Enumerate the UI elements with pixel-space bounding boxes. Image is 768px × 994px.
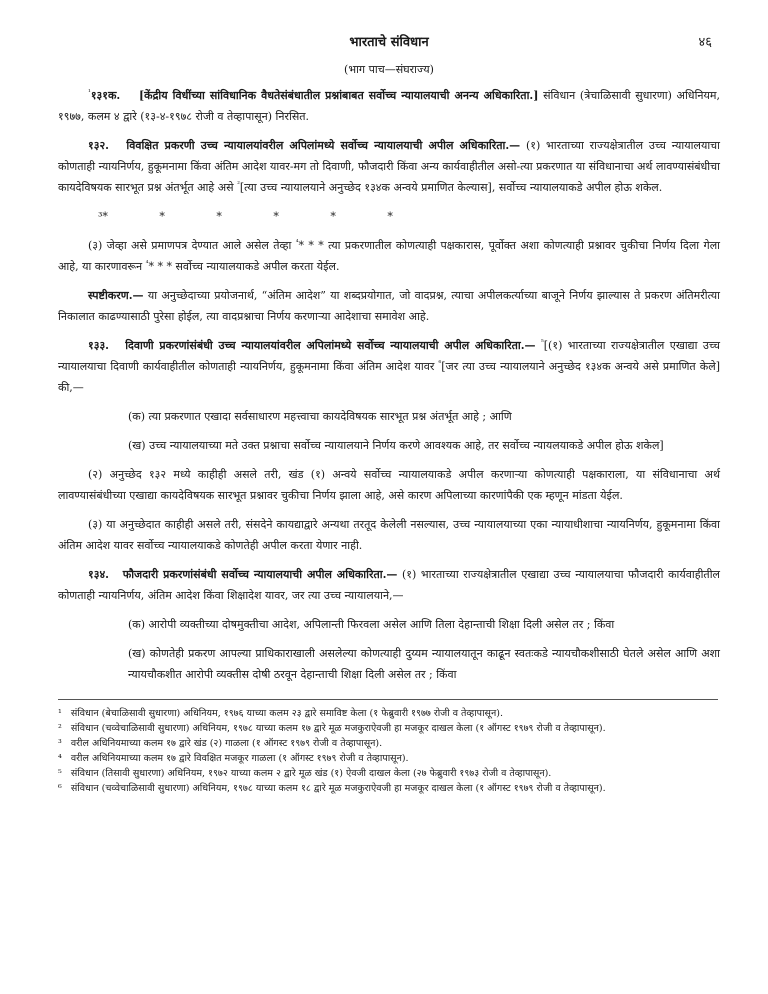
clause-1-cont: [त्या उच्च न्यायालयाने अनुच्छेद १३४क अन्वये प्रमाणित केल्यास], सर्वोच्च न्यायालयाकडे अपील होऊ शकेल. [239,181,663,194]
article-heading: फौजदारी प्रकरणांसंबंधी सर्वोच्च न्यायालयाची अपील अधिकारिता.— [122,568,398,581]
footnote-5: ⁵ संविधान (तिसावी सुधारणा) अधिनियम, १९७२ याच्या कलम २ द्वारे मूळ खंड (१) ऐवजी दाखल केला (२७ फेब्रुवारी १९७३ रोजी व तेव्हापासून). [58,768,552,779]
article-133: १३३. दिवाणी प्रकरणांसंबंधी उच्च न्यायालयांवरील अपिलांमध्ये सर्वोच्च न्यायालयाची अपील अधिकारिता.— $^{^5}$[(१) भारताच्या राज्यक्षेत्रातील एखाद्या उच्च न्यायालयाचा दिवाणी कार्यवाहीतील कोणताही न्यायनिर्णय, हुकूमनामा किंवा अंतिम आदेश यावर $^{^6}$[जर त्या उच्च न्यायालयाने अनुच्छेद १३४क अन्वये असे प्रमाणित केले] की,— [58,338,721,394]
part-subtitle: (भाग पाच—संघराज्य) [344,63,434,76]
footnote-3: ³ वरील अधिनियमाच्या कलम १७ द्वारे खंड (२) गाळला (१ ऑगस्ट १९७९ रोजी व तेव्हापासून). [58,738,383,749]
article-heading: [केंद्रीय विधींच्या सांविधानिक वैधतेसंबंधातील प्रश्नांबाबत सर्वोच्च न्यायालयाची अनन्य अधिकारिता.] [138,89,539,102]
page-number: ४६ [698,35,712,50]
article-text: संविधान (त्रेचाळिसावी सुधारणा) अधिनियम, १९७७, कलम ४ द्वारे (१३-४-१९७८ रोजी व तेव्हापासून) निरसित. [58,89,720,123]
sub-clause-kha: (ख) उच्च न्यायालयाच्या मते उक्त प्रश्नाचा सर्वोच्च न्यायालयाने निर्णय करणे आवश्यक आहे, तर सर्वोच्च न्यायलयाकडे अपील होऊ शकेल] [128,439,664,452]
footnote-6: ⁶ संविधान (चव्वेचाळिसावी सुधारणा) अधिनियम, १९७८ याच्या कलम १८ द्वारे मूळ मजकुराऐवजी हा मजकूर दाखल केला (१ ऑगस्ट १९७९ रोजी व तेव्हापासून). [58,783,606,794]
sub-clause-ka: (क) त्या प्रकरणात एखादा सर्वसाधारण महत्त्वाचा कायदेविषयक सारभूत प्रश्न अंतर्भूत आहे ; आणि [128,410,512,423]
sub-clause-ka: (क) आरोपी व्यक्तीच्या दोषमुक्तीचा आदेश, अपिलान्ती फिरवला असेल आणि तिला देहान्ताची शिक्षा दिली असेल तर ; किंवा [128,618,615,631]
article-heading: विवक्षित प्रकरणी उच्च न्यायालयांवरील अपिलांमध्ये सर्वोच्च न्यायालयाची अपील अधिकारिता.— [126,139,521,152]
footnote-4: ⁴ वरील अधिनियमाच्या कलम १७ द्वारे विवक्षित मजकूर गाळला (१ ऑगस्ट १९७९ रोजी व तेव्हापासून). [58,753,409,764]
article-number: १३४. [88,568,109,581]
clause-1: (१) भारताच्या राज्यक्षेत्रातील उच्च न्यायालयाचा कोणताही न्यायनिर्णय, हुकूमनामा किंवा अंतिम आदेश यावर-मग तो दिवाणी, फौजदारी किंवा अन्य कार्यवाहीतील असो-त्या प्रकरणात या संविधानाचा अर्थ लावण्यासंबंधीचा कायदेविषयक सारभूत प्रश्न अंतर्भूत आहे असे [58,139,721,194]
article-number: १३३. [88,339,109,352]
explanation: स्पष्टीकरण.— या अनुच्छेदाच्या प्रयोजनार्थ, “अंतिम आदेश” या शब्दप्रयोगात, जो वादप्रश्न, त्याचा अपीलकर्त्याच्या बाजूने निर्णय झाल्यास ते प्रकरण अंतिमरीत्या निकालात काढण्यासाठी पुरेसा होईल, त्या वादप्रश्नाचा निर्णय करणाऱ्या आदेशाचा समावेश आहे. [58,289,720,323]
clause-3: (३) या अनुच्छेदात काहीही असले तरी, संसदेने कायद्याद्वारे अन्यथा तरतूद केलेली नसल्यास, उच्च न्यायालयाच्या एका न्यायाधीशाचा न्यायनिर्णय, हुकूमनामा किंवा अंतिम आदेश यावर सर्वोच्च न्यायालयाकडे कोणतेही अपील करता येणार नाही. [58,518,720,552]
article-number: १३२. [88,139,109,152]
sub-clause-kha: (ख) कोणतेही प्रकरण आपल्या प्राधिकाराखाली असलेल्या कोणत्याही दुय्यम न्यायालयातून काढून स्वतःकडे न्यायचौकशीसाठी घेतले असेल आणि अशा न्यायचौकशीत आरोपी व्यक्तीस दोषी ठरवून देहान्ताची शिक्षा दिली असेल तर ; किंवा [128,647,720,681]
footnote-1: ¹ संविधान (बेचाळिसावी सुधारणा) अधिनियम, १९७६ याच्या कलम २३ द्वारे समाविष्ट केला (१ फेब्रुवारी १९७७ रोजी व तेव्हापासून). [58,708,503,719]
footnotes [58,706,720,796]
article-number: १३१क. [90,89,121,102]
footnote-ref: ¹ [88,88,91,97]
footnote-ref: ⁴ [295,238,299,247]
footnote-ref: ⁵ [540,338,544,347]
clause-3: (३) जेव्हा असे प्रमाणपत्र देण्यात आले असेल तेव्हा $^{^4}$* * * त्या प्रकरणातील कोणत्याही पक्षकारास, पूर्वोक्त अशा कोणत्याही प्रश्नावर चुकीचा निर्णय दिला गेला आहे, या कारणावरून $^{^4}$* * * सर्वोच्च न्यायालयाकडे अपील करता येईल. [58,238,720,273]
article-132 [58,135,720,198]
article-131a [58,85,720,127]
footnote-2: ² संविधान (चव्वेचाळिसावी सुधारणा) अधिनियम, १९७८ याच्या कलम १७ द्वारे मूळ मजकुराऐवजी हा मजकूर दाखल केला (१ ऑगस्ट १९७९ रोजी व तेव्हापासून). [58,723,606,734]
page-title: भारताचे संविधान [349,35,429,50]
article-134: १३४. फौजदारी प्रकरणांसंबंधी सर्वोच्च न्यायालयाची अपील अधिकारिता.— (१) भारताच्या राज्यक्षेत्रातील एखाद्या उच्च न्यायालयाचा फौजदारी कार्यवाहीतील कोणताही न्यायनिर्णय, अंतिम आदेश किंवा शिक्षादेश यावर, जर त्या उच्च न्यायालयाने,— [58,568,721,602]
footnote-ref: ² [237,180,240,189]
footnote-ref: ⁶ [438,359,442,368]
footnote-divider [58,699,718,700]
document-page [58,28,720,796]
footnote-ref: ⁴ [145,259,149,268]
explanation-heading: स्पष्टीकरण.— [88,289,144,302]
omitted-clause-stars: ³* * * * * * [98,210,393,223]
clause-2: (२) अनुच्छेद १३२ मध्ये काहीही असले तरी, खंड (१) अन्वये सर्वोच्च न्यायालयाकडे अपील करणाऱ्या कोणत्याही पक्षकाराला, या संविधानाचा अर्थ लावण्यासंबंधीच्या एखाद्या कायदेविषयक सारभूत प्रश्नावर चुकीचा निर्णय झाला आहे, असे कारण अपिलाच्या कारणांपैकी एक म्हणून मांडता येईल. [58,468,720,502]
article-heading: दिवाणी प्रकरणांसंबंधी उच्च न्यायालयांवरील अपिलांमध्ये सर्वोच्च न्यायालयाची अपील अधिकारिता.— [125,339,536,352]
page-header [58,28,720,52]
